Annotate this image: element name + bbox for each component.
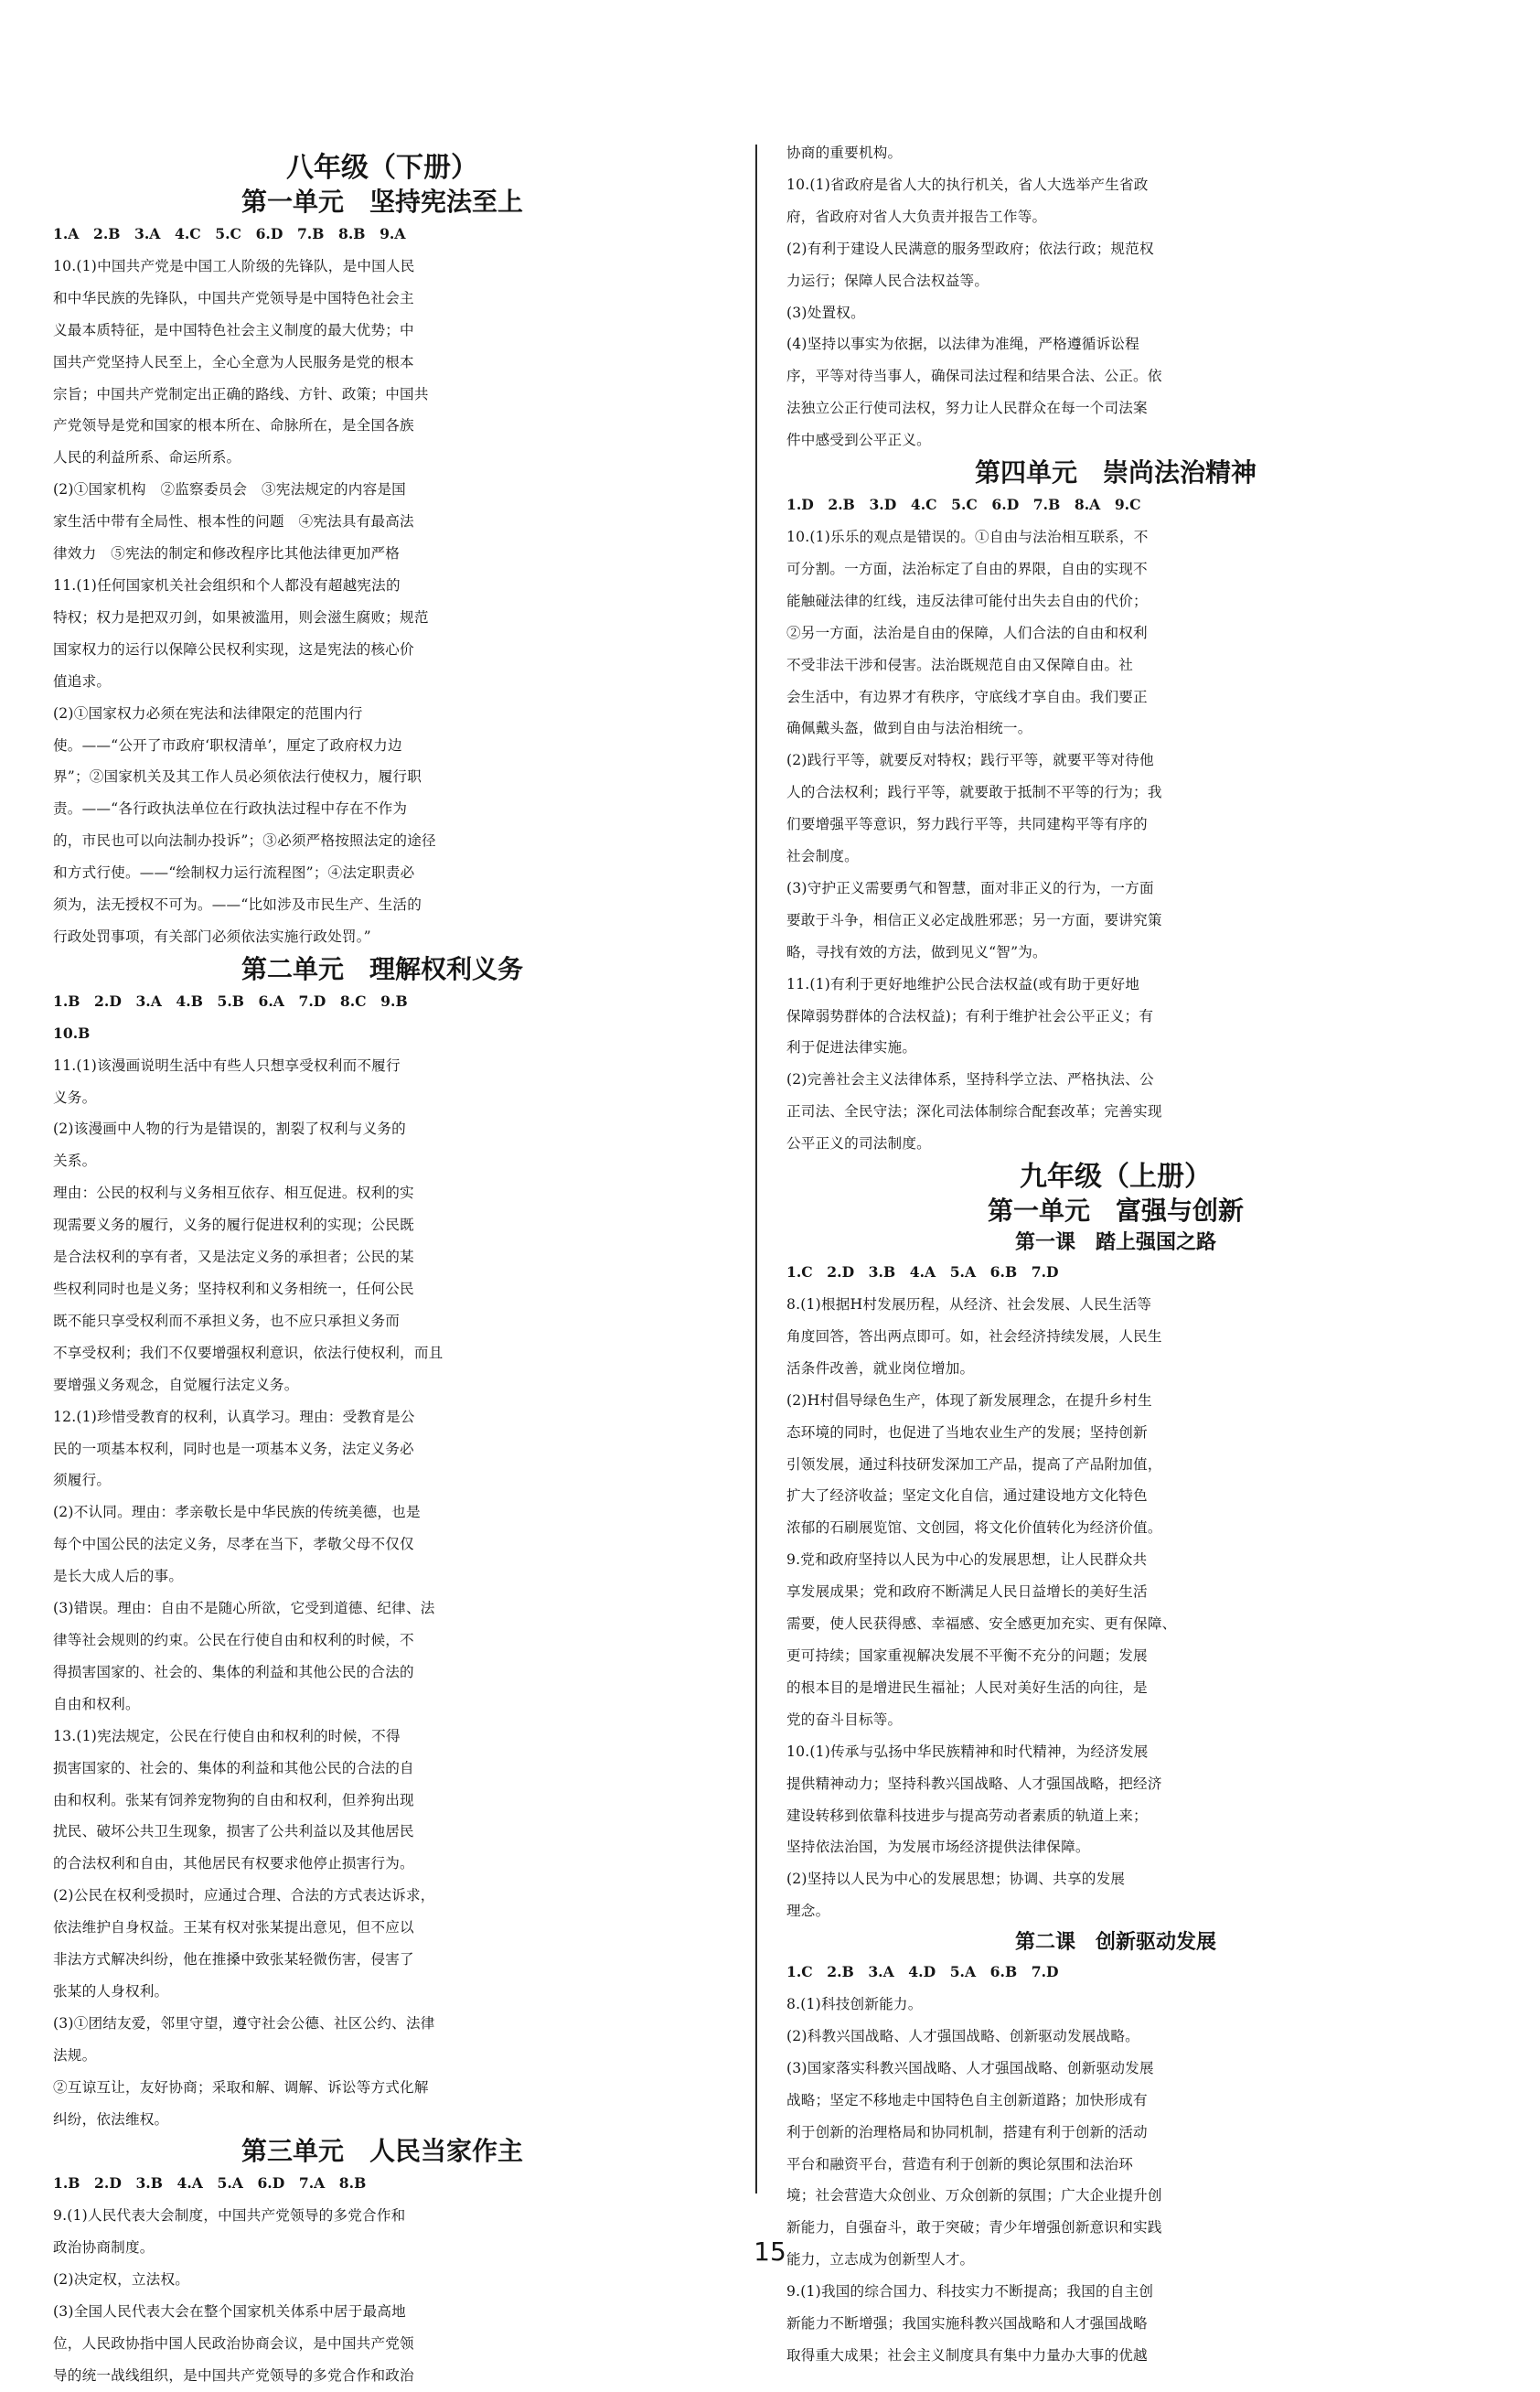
text-line: 正司法、全民守法；深化司法体制综合配套改革；完善实现 [786,1103,1162,1121]
text-line: 关系。 [53,1153,97,1170]
text-line: 平台和融资平台，营造有利于创新的舆论氛围和法治环 [786,2155,1134,2172]
text-line: 引领发展，通过科技研发深加工产品，提高了产品附加值， [786,1455,1162,1473]
text-line: 党的奋斗目标等。 [786,1711,903,1728]
text-line: 要增强义务观念，自觉履行法定义务。 [53,1376,299,1393]
page-number: 15 [754,2236,786,2267]
text-line: (4)坚持以事实为依据，以法律为准绳，严格遵循诉讼程 [786,336,1139,353]
answer-key-line: 1.C 2.B 3.A 4.D 5.A 6.B 7.D [786,1963,1059,1981]
lesson-heading: 第一课 踏上强国之路 [1014,1230,1216,1255]
text-line: 9.(1)我国的综合国力、科技实力不断提高；我国的自主创 [786,2283,1154,2301]
text-line: 的，市民也可以向法制办投诉”；③必须严格按照法定的途径 [53,832,436,850]
text-line: 界”；②国家机关及其工作人员必须依法行使权力，履行职 [53,768,422,786]
text-line: 和中华民族的先锋队，中国共产党领导是中国特色社会主 [53,289,414,306]
text-line: 13.(1)宪法规定，公民在行使自由和权利的时候，不得 [53,1727,401,1744]
text-line: 利于创新的治理格局和协同机制，搭建有利于创新的活动 [786,2123,1148,2140]
left-column [53,151,711,2384]
text-line: 10.(1)传承与弘扬中华民族精神和时代精神，为经济发展 [786,1743,1149,1760]
text-line: (2)①国家权力必须在宪法和法律限定的范围内行 [53,704,363,722]
text-line: 需要，使人民获得感、幸福感、安全感更加充实、更有保障、 [786,1615,1177,1633]
text-line: (3)守护正义需要勇气和智慧，面对非正义的行为，一方面 [786,879,1154,896]
text-line: 责。——“各行政执法单位在行政执法过程中存在不作为 [53,800,408,818]
text-line: (3)国家落实科教兴国战略、人才强国战略、创新驱动发展 [786,2059,1154,2076]
text-line: 协商的重要机构。 [786,145,903,161]
text-line: ②互谅互让，友好协商；采取和解、调解、诉讼等方式化解 [53,2078,429,2096]
text-line: (3)①团结友爱，邻里守望，遵守社会公德、社区公约、法律 [53,2014,435,2032]
text-line: 损害国家的、社会的、集体的利益和其他公民的合法的自 [53,1759,414,1776]
text-line: (2)决定权，立法权。 [53,2271,190,2289]
unit-heading: 第四单元 崇尚法治精神 [974,457,1257,488]
text-line: 理念。 [786,1903,830,1920]
answer-key-line: 1.A 2.B 3.A 4.C 5.C 6.D 7.B 8.B 9.A [53,225,406,242]
text-line: (2)坚持以人民为中心的发展思想；协调、共享的发展 [786,1871,1126,1888]
text-line: (2)不认同。理由：孝亲敬长是中华民族的传统美德，也是 [53,1504,421,1521]
text-line: 9.党和政府坚持以人民为中心的发展思想，让人民群众共 [786,1551,1148,1569]
text-line: (2)践行平等，就要反对特权；践行平等，就要平等对待他 [786,752,1154,769]
grade-heading: 八年级（下册） [286,152,478,184]
text-line: 11.(1)任何国家机关社会组织和个人都没有超越宪法的 [53,576,401,594]
answer-key-line: 1.B 2.D 3.B 4.A 5.A 6.D 7.A 8.B [53,2174,367,2193]
text-line: (2)该漫画中人物的行为是错误的，割裂了权利与义务的 [53,1121,406,1138]
text-line: (2)有利于建设人民满意的服务型政府；依法行政；规范权 [786,240,1154,257]
text-line: 取得重大成果；社会主义制度具有集中力量办大事的优越 [786,2347,1148,2364]
text-line: (2)公民在权利受损时，应通过合理、合法的方式表达诉求， [53,1887,435,1904]
text-line: 11.(1)该漫画说明生活中有些人只想享受权利而不履行 [53,1057,401,1074]
text-line: (2)H村倡导绿色生产，体现了新发展理念，在提升乡村生 [786,1391,1152,1409]
text-line: 公平正义的司法制度。 [786,1135,931,1153]
text-line: 会生活中，有边界才有秩序，守底线才享自由。我们要正 [786,688,1148,705]
text-line: 扰民、破坏公共卫生现象，损害了公共利益以及其他居民 [53,1823,414,1840]
text-line: 11.(1)有利于更好地维护公民合法权益(或有助于更好地 [786,975,1140,992]
text-line: 民的一项基本权利，同时也是一项基本义务，法定义务必 [53,1440,414,1457]
answer-key-line: 1.C 2.D 3.B 4.A 5.A 6.B 7.D [786,1263,1059,1282]
answer-key-line: 1.B 2.D 3.A 4.B 5.B 6.A 7.D 8.C 9.B [53,992,408,1010]
text-line: 理由：公民的权利与义务相互依存、相互促进。权利的实 [53,1185,414,1202]
text-line: 政治协商制度。 [53,2239,155,2257]
text-line: 法独立公正行使司法权，努力让人民群众在每一个司法案 [786,400,1148,417]
text-line: 家生活中带有全局性、根本性的问题 ④宪法具有最高法 [53,513,414,531]
text-line: 提供精神动力；坚持科教兴国战略、人才强国战略，把经济 [786,1775,1162,1792]
text-line: 须履行。 [53,1472,112,1489]
unit-heading: 第一单元 富强与创新 [987,1196,1244,1227]
text-line: 8.(1)科技创新能力。 [786,1996,923,2013]
text-line: 行政处罚事项，有关部门必须依法实施行政处罚。” [53,928,371,945]
text-line: 境；社会营造大众创业、万众创新的氛围；广大企业提升创 [786,2187,1162,2204]
text-line: 使。——“公开了市政府‘职权清单’，厘定了政府权力边 [53,736,402,754]
text-line: 略，寻找有效的方法，做到见义“智”为。 [786,943,1047,960]
text-line: 不受非法干涉和侵害。法治既规范自由又保障自由。社 [786,656,1134,673]
text-line: 依法维护自身权益。王某有权对张某提出意见，但不应以 [53,1919,414,1936]
text-line: 须为，法无授权不可为。——“比如涉及市民生产、生活的 [53,896,422,914]
text-line: 10.(1)中国共产党是中国工人阶级的先锋队，是中国人民 [53,257,415,274]
text-line: 国家权力的运行以保障公民权利实现，这是宪法的核心价 [53,640,414,658]
text-line: 能触碰法律的红线，违反法律可能付出失去自由的代价； [786,592,1148,609]
text-line: 府，省政府对省人大负责并报告工作等。 [786,208,1047,225]
text-line: (3)全国人民代表大会在整个国家机关体系中居于最高地 [53,2303,406,2321]
text-line: 些权利同时也是义务；坚持权利和义务相统一，任何公民 [53,1281,414,1297]
text-line: 值追求。 [53,672,112,690]
text-line: 件中感受到公平正义。 [786,432,931,449]
text-line: (3)处置权。 [786,304,865,321]
text-line: 新能力不断增强；我国实施科教兴国战略和人才强国战略 [786,2315,1148,2333]
text-line: 扩大了经济收益；坚定文化自信，通过建设地方文化特色 [786,1487,1148,1505]
text-line: 现需要义务的履行，义务的履行促进权利的实现；公民既 [53,1217,414,1234]
text-line: 和方式行使。——“绘制权力运行流程图”；④法定职责必 [53,864,415,882]
text-line: 利于促进法律实施。 [786,1039,917,1057]
text-line: 10.(1)省政府是省人大的执行机关，省人大选举产生省政 [786,176,1149,193]
text-line: 律等社会规则的约束。公民在行使自由和权利的时候，不 [53,1631,414,1648]
answer-key-line: 1.D 2.B 3.D 4.C 5.C 6.D 7.B 8.A 9.C [786,496,1141,514]
unit-heading: 第三单元 人民当家作主 [241,2136,523,2167]
unit-heading: 第二单元 理解权利义务 [241,953,523,984]
text-line: 国共产党坚持人民至上，全心全意为人民服务是党的根本 [53,353,414,370]
right-column [786,137,1445,2364]
lesson-heading: 第二课 创新驱动发展 [1014,1930,1216,1955]
text-line: 义最本质特征，是中国特色社会主义制度的最大优势；中 [53,321,414,338]
text-line: 既不能只享受权利而不承担义务，也不应只承担义务而 [53,1312,401,1329]
text-line: 由和权利。张某有饲养宠物狗的自由和权利，但养狗出现 [53,1791,414,1808]
text-line: 态环境的同时，也促进了当地农业生产的发展；坚持创新 [786,1423,1148,1441]
text-line: 要敢于斗争，相信正义必定战胜邪恶；另一方面，要讲究策 [786,911,1162,928]
text-line: 人民的利益所系、命运所系。 [53,449,241,467]
text-line: 战略；坚定不移地走中国特色自主创新道路；加快形成有 [786,2091,1148,2108]
text-line: 9.(1)人民代表大会制度，中国共产党领导的多党合作和 [53,2207,406,2225]
text-line: 特权；权力是把双刃剑，如果被滥用，则会滋生腐败；规范 [53,608,429,626]
text-line: 可分割。一方面，法治标定了自由的界限，自由的实现不 [786,560,1148,577]
text-line: 是长大成人后的事。 [53,1568,184,1585]
text-line: 的合法权利和自由，其他居民有权要求他停止损害行为。 [53,1855,414,1872]
text-line: (3)错误。理由：自由不是随心所欲，它受到道德、纪律、法 [53,1600,435,1617]
text-line: 法规。 [53,2046,97,2064]
text-line: 不享受权利；我们不仅要增强权利意识，依法行使权利，而且 [53,1344,444,1361]
text-line: ②另一方面，法治是自由的保障，人们合法的自由和权利 [786,624,1148,641]
text-line: 宗旨；中国共产党制定出正确的路线、方针、政策；中国共 [53,385,429,402]
text-line: 社会制度。 [786,848,859,865]
text-line: 建设转移到依靠科技进步与提高劳动者素质的轨道上来； [786,1807,1148,1824]
text-line: 导的统一战线组织，是中国共产党领导的多党合作和政治 [53,2366,414,2384]
column-divider [755,145,757,2194]
text-line: 活条件改善，就业岗位增加。 [786,1359,975,1377]
grade-heading: 九年级（上册） [1020,1161,1212,1194]
text-line: 更可持续；国家重视解决发展不平衡不充分的问题；发展 [786,1647,1148,1664]
text-line: 张某的人身权利。 [53,1982,169,2000]
text-line: 义务。 [53,1089,97,1106]
text-line: 序，平等对待当事人，确保司法过程和结果合法、公正。依 [786,368,1162,385]
text-line: 浓郁的石刷展览馆、文创园，将文化价值转化为经济价值。 [786,1519,1162,1537]
text-line: (2)完善社会主义法律体系，坚持科学立法、严格执法、公 [786,1071,1154,1089]
text-line: 非法方式解决纠纷，他在推搡中致张某轻微伤害，侵害了 [53,1951,414,1968]
text-line: 是合法权利的享有者，又是法定义务的承担者；公民的某 [53,1249,414,1266]
text-line: 确佩戴头盔，做到自由与法治相统一。 [786,720,1032,737]
answer-key-line: 10.B [53,1024,91,1042]
text-line: 保障弱势群体的合法权益)；有利于维护社会公平正义；有 [786,1007,1154,1024]
text-line: (2)科教兴国战略、人才强国战略、创新驱动发展战略。 [786,2027,1139,2044]
text-line: 新能力，自强奋斗，敢于突破；青少年增强创新意识和实践 [786,2219,1162,2236]
unit-heading: 第一单元 坚持宪法至上 [241,187,523,217]
text-line: 角度回答，答出两点即可。如，社会经济持续发展，人民生 [786,1327,1162,1345]
text-line: 8.(1)根据H村发展历程，从经济、社会发展、人民生活等 [786,1296,1152,1313]
text-line: (2)①国家机构 ②监察委员会 ③宪法规定的内容是国 [53,481,406,499]
text-line: 每个中国公民的法定义务，尽孝在当下，孝敬父母不仅仅 [53,1536,414,1553]
text-line: 10.(1)乐乐的观点是错误的。①自由与法治相互联系，不 [786,528,1149,545]
text-line: 12.(1)珍惜受教育的权利，认真学习。理由：受教育是公 [53,1408,415,1425]
text-line: 享发展成果；党和政府不断满足人民日益增长的美好生活 [786,1583,1148,1601]
text-line: 坚持依法治国，为发展市场经济提供法律保障。 [786,1839,1090,1856]
text-line: 位，人民政协指中国人民政治协商会议，是中国共产党领 [53,2335,414,2352]
text-line: 力运行；保障人民合法权益等。 [786,272,989,289]
text-line: 的根本目的是增进民生福祉；人民对美好生活的向往，是 [786,1679,1148,1696]
text-line: 得损害国家的、社会的、集体的利益和其他公民的合法的 [53,1663,414,1680]
text-line: 自由和权利。 [53,1695,140,1712]
text-line: 人的合法权利；践行平等，就要敢于抵制不平等的行为；我 [786,784,1162,801]
text-line: 律效力 ⑤宪法的制定和修改程序比其他法律更加严格 [53,545,401,563]
text-line: 纠纷，依法维权。 [53,2110,169,2128]
text-line: 们要增强平等意识，努力践行平等，共同建构平等有序的 [786,816,1148,833]
text-line: 能力，立志成为创新型人才。 [786,2251,975,2269]
text-line: 产党领导是党和国家的根本所在、命脉所在，是全国各族 [53,417,414,434]
